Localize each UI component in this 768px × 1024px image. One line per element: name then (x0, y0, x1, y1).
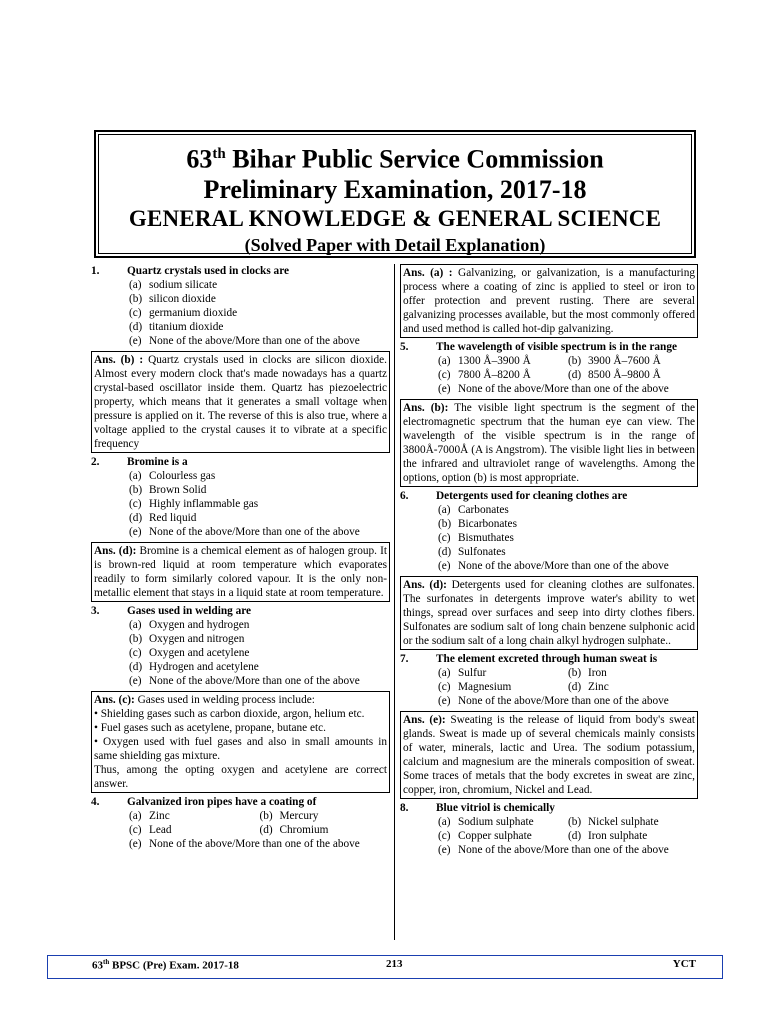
option: (e) None of the above/More than one of the above (438, 844, 669, 856)
answer-text: Gases used in welding process include: (134, 694, 315, 706)
page-number: 213 (386, 958, 403, 970)
question-6 (400, 489, 698, 650)
answer-label: Ans. (b): (403, 402, 449, 414)
question-text: Blue vitriol is chemically (436, 802, 555, 814)
option: (e) None of the above/More than one of the above (438, 560, 669, 572)
option: (b) Bicarbonates (438, 518, 517, 530)
answer-box (400, 399, 698, 487)
option: (e) None of the above/More than one of the above (129, 675, 360, 687)
option: (d) titanium dioxide (129, 321, 224, 333)
option-row: (a) Zinc (b) Mercury (129, 810, 319, 822)
title-box (94, 130, 696, 258)
paper-subtitle: (Solved Paper with Detail Explanation) (244, 234, 546, 255)
answer-text: Detergents used for cleaning clothes are sulfonates. The surfonates in detergents improve water's ability to wet things, spread over surfaces and seep into dirty clothes fibers. Sulfonates are sodium salt of long chain benzene sulphonic acid or the sodium salt of a long chain alkyl hydrogen sulphate.. (403, 579, 695, 647)
option-row: (a) 1300 Å–3900 Å (b) 3900 Å–7600 Å (438, 355, 661, 367)
page-footer (47, 955, 723, 979)
exam-title-line2: Preliminary Examination, 2017-18 (203, 174, 587, 204)
option-row: (c) Copper sulphate (d) Iron sulphate (438, 830, 648, 842)
question-text: Detergents used for cleaning clothes are (436, 490, 628, 502)
option: (d) Sulfonates (438, 546, 506, 558)
answer-bullet: • Fuel gases such as acetylene, propane, butane etc. (94, 722, 326, 734)
option-row: (a) Sodium sulphate (b) Nickel sulphate (438, 816, 659, 828)
question-8 (400, 801, 698, 857)
question-text: Gases used in welding are (127, 605, 252, 617)
right-column (400, 264, 698, 858)
answer-text: Quartz crystals used in clocks are silicon dioxide. Almost every modern clock that's made nowadays has a quartz crystal-based oscillator inside them. Quartz has piezoelectric property, which means that it generates a small voltage when pressure is applied on it. The reverse of this is also true, where a voltage applied to the crystal causes it to vibrate at a specific frequency (94, 354, 387, 450)
option: (c) Highly inflammable gas (129, 498, 259, 510)
option: (e) None of the above/More than one of the above (129, 335, 360, 347)
option: (b) Brown Solid (129, 484, 207, 496)
option: (a) Colourless gas (129, 470, 216, 482)
answer-text: Galvanizing, or galvanization, is a manufacturing process where a coating of zinc is applied to steel or iron to offer protection and prevent rusting. There are several galvanizing processes available, but the most commonly offered and used method is called hot-dip galvanizing. (403, 267, 695, 335)
option: (b) Oxygen and nitrogen (129, 633, 245, 645)
option: (a) Carbonates (438, 504, 509, 516)
option-row: (c) Lead (d) Chromium (129, 824, 329, 836)
option: (a) sodium silicate (129, 279, 218, 291)
answer-conclusion: Thus, among the opting oxygen and acetylene are correct answer. (94, 764, 387, 790)
answer-label: Ans. (c): (94, 694, 135, 706)
option-row: (c) 7800 Å–8200 Å (d) 8500 Å–9800 Å (438, 369, 661, 381)
option: (c) germanium dioxide (129, 307, 238, 319)
subject-title: GENERAL KNOWLEDGE & GENERAL SCIENCE (128, 205, 662, 231)
question-text: Galvanized iron pipes have a coating of (127, 796, 317, 808)
question-5 (400, 340, 698, 487)
title-box-inner (98, 134, 692, 254)
answer-box (91, 351, 390, 453)
publisher-name: YCT (672, 958, 696, 970)
question-1 (91, 264, 390, 453)
question-number: 5. (400, 341, 409, 353)
option-row: (a) Sulfur (b) Iron (438, 667, 607, 679)
answer-label: Ans. (d): (403, 579, 447, 591)
question-number: 3. (91, 605, 100, 617)
question-number: 4. (91, 796, 100, 808)
answer-box (400, 711, 698, 799)
option: (c) Bismuthates (438, 532, 514, 544)
option: (e) None of the above/More than one of the above (438, 383, 669, 395)
question-4 (91, 795, 390, 851)
option: (e) None of the above/More than one of the above (129, 526, 360, 538)
left-column (91, 264, 390, 852)
answer-box (91, 691, 390, 793)
option: (a) Oxygen and hydrogen (129, 619, 250, 631)
exam-title-line1: 63th Bihar Public Service Commission (186, 144, 604, 174)
answer-label: Ans. (a) : (403, 267, 453, 279)
answer-bullet: • Shielding gases such as carbon dioxide, argon, helium etc. (94, 708, 365, 720)
column-divider (394, 264, 395, 940)
footer-exam-name: 63th BPSC (Pre) Exam. 2017-18 (92, 958, 239, 972)
option: (d) Red liquid (129, 512, 197, 524)
option: (c) Oxygen and acetylene (129, 647, 250, 659)
question-number: 7. (400, 653, 409, 665)
answer-text: Bromine is a chemical element as of halogen group. It is brown-red liquid at room temperature which evaporates readily to form similarly colored vapour. It is the only non-metallic element that stays in a liquid state at room temperature. (94, 545, 387, 599)
answer-box-q4 (400, 264, 698, 338)
question-text: The wavelength of visible spectrum is in the range (436, 341, 677, 353)
question-number: 8. (400, 802, 409, 814)
question-7 (400, 652, 698, 799)
answer-box (91, 542, 390, 602)
question-number: 1. (91, 265, 100, 277)
answer-text: Sweating is the release of liquid from body's sweat glands. Sweat is made up of several chemicals mainly consists of water, minerals, lactic and Urea. The sodium potassium, calcium and magnesium are the minerals composition of sweat. Some traces of metals that the body excretes in sweat are zinc, copper, iron, chromium, Nickel and Lead. (403, 714, 695, 796)
answer-text: The visible light spectrum is the segment of the electromagnetic spectrum that the human eye can view. The wavelength of the visible spectrum is in the range of 3800Å-7000Å (A is Angstrom). The visible light lies in between the infrared and ultraviolet range of wavelengths. Among the options, option (b) is most appropriate. (403, 402, 695, 484)
question-2 (91, 455, 390, 602)
option: (b) silicon dioxide (129, 293, 216, 305)
question-text: Quartz crystals used in clocks are (127, 265, 290, 277)
question-3 (91, 604, 390, 793)
question-number: 2. (91, 456, 100, 468)
answer-bullet: • Oxygen used with fuel gases and also in small amounts in same shielding gas mixture. (94, 736, 387, 762)
answer-label: Ans. (b) : (94, 354, 144, 366)
answer-label: Ans. (e): (403, 714, 446, 726)
question-text: Bromine is a (127, 456, 188, 468)
answer-box (400, 576, 698, 650)
option: (d) Hydrogen and acetylene (129, 661, 259, 673)
question-number: 6. (400, 490, 409, 502)
option-row: (c) Magnesium (d) Zinc (438, 681, 609, 693)
question-text: The element excreted through human sweat is (436, 653, 658, 665)
option: (e) None of the above/More than one of the above (129, 838, 360, 850)
option: (e) None of the above/More than one of the above (438, 695, 669, 707)
answer-label: Ans. (d): (94, 545, 137, 557)
